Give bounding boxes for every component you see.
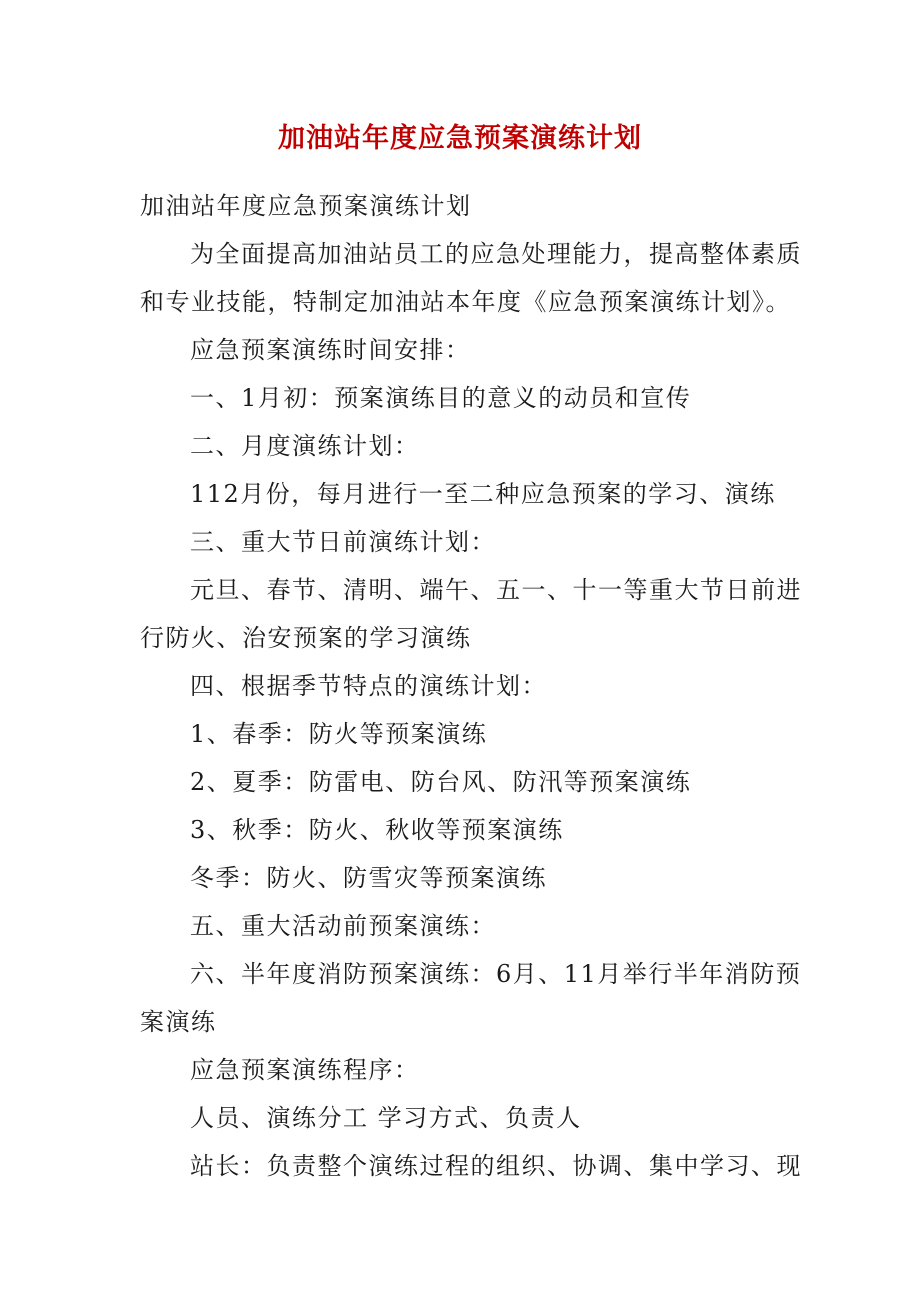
paragraph-line: 元旦、春节、清明、端午、五一、十一等重大节日前进 — [190, 576, 802, 604]
paragraph-line: 3、秋季：防火、秋收等预案演练 — [190, 816, 564, 844]
paragraph-line: 站长：负责整个演练过程的组织、协调、集中学习、现 — [190, 1152, 802, 1180]
paragraph-line: 三、重大节日前演练计划： — [190, 528, 496, 556]
paragraph-line: 为全面提高加油站员工的应急处理能力，提高整体素质 — [190, 240, 802, 268]
paragraph-line: 二、月度演练计划： — [190, 432, 420, 460]
paragraph-line: 加油站年度应急预案演练计划 — [140, 192, 472, 220]
paragraph-line: 2、夏季：防雷电、防台风、防汛等预案演练 — [190, 768, 692, 796]
paragraph-line: 五、重大活动前预案演练： — [190, 912, 496, 940]
paragraph-line: 冬季：防火、防雪灾等预案演练 — [190, 864, 547, 892]
paragraph-line: 和专业技能，特制定加油站本年度《应急预案演练计划》。 — [140, 288, 791, 316]
paragraph-line: 四、根据季节特点的演练计划： — [190, 672, 547, 700]
paragraph-line: 行防火、治安预案的学习演练 — [140, 624, 472, 652]
paragraph-line: 1、春季：防火等预案演练 — [190, 720, 488, 748]
document-title: 加油站年度应急预案演练计划 — [278, 123, 642, 154]
paragraph-line: 应急预案演练程序： — [190, 1056, 420, 1084]
paragraph-line: 六、半年度消防预案演练：6月、11月举行半年消防预 — [190, 960, 802, 988]
paragraph-line: 应急预案演练时间安排： — [190, 336, 471, 364]
paragraph-line: 案演练 — [140, 1008, 217, 1036]
paragraph-line: 112月份，每月进行一至二种应急预案的学习、演练 — [190, 480, 776, 508]
paragraph-line: 人员、演练分工 学习方式、负责人 — [190, 1104, 582, 1132]
paragraph-line: 一、1月初：预案演练目的意义的动员和宣传 — [190, 384, 692, 412]
